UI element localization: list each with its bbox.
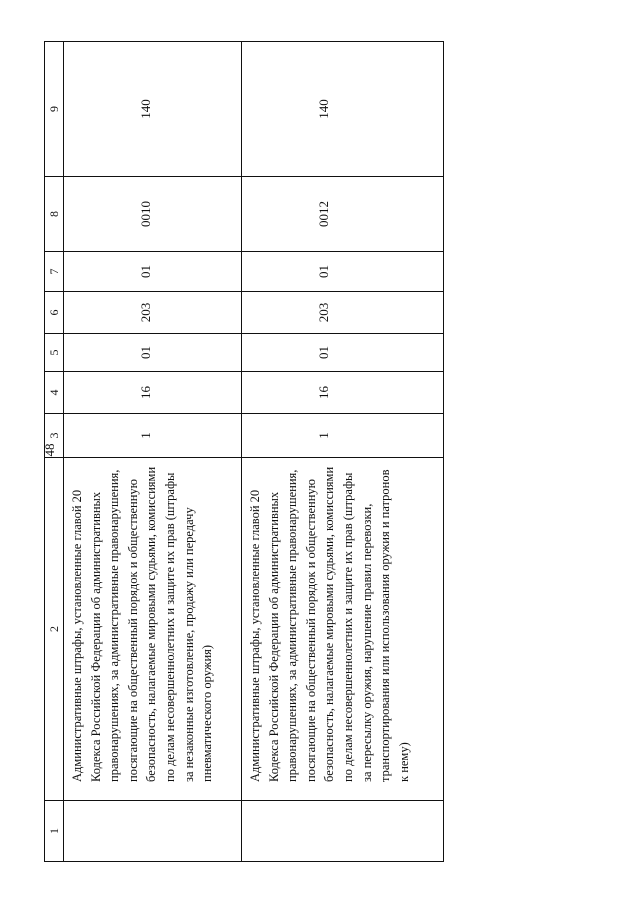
header-cell: 7 bbox=[45, 252, 64, 292]
cell-col9: 140 bbox=[242, 42, 444, 177]
header-cell: 9 bbox=[45, 42, 64, 177]
header-row bbox=[45, 42, 64, 862]
cell-col4: 16 bbox=[242, 372, 444, 414]
header-cell: 5 bbox=[45, 334, 64, 372]
header-cell: 6 bbox=[45, 292, 64, 334]
budget-classification-table bbox=[44, 41, 444, 862]
cell-description: Административные штрафы, установленные главой 20 Кодекса Российской Федерации об административных правонарушениях, за административные правонарушения, посягающие на общественный порядок и общественную безопасность, налагаемые мировыми судьями, комиссиями по делам несовершеннолетних и защите их прав (штрафы за незаконные изготовление, продажу или передачу пневматического оружия) bbox=[64, 458, 242, 801]
cell-col6: 203 bbox=[64, 292, 242, 334]
header-cell: 8 bbox=[45, 177, 64, 252]
cell-col3: 1 bbox=[64, 414, 242, 458]
cell-col5: 01 bbox=[242, 334, 444, 372]
header-cell: 1 bbox=[45, 801, 64, 862]
cell-col1 bbox=[242, 801, 444, 862]
table-row bbox=[64, 42, 242, 862]
header-cell: 3 bbox=[45, 414, 64, 458]
cell-col3: 1 bbox=[242, 414, 444, 458]
rotated-table-wrapper bbox=[44, 42, 442, 862]
header-cell: 4 bbox=[45, 372, 64, 414]
cell-col5: 01 bbox=[64, 334, 242, 372]
page-number: 48 bbox=[42, 443, 57, 457]
cell-col9: 140 bbox=[64, 42, 242, 177]
cell-col8: 0012 bbox=[242, 177, 444, 252]
cell-col6: 203 bbox=[242, 292, 444, 334]
cell-description: Административные штрафы, установленные главой 20 Кодекса Российской Федерации об административных правонарушениях, за административные правонарушения, посягающие на общественный порядок и общественную безопасность, налагаемые мировыми судьями, комиссиями по делам несовершеннолетних и защите их прав (штрафы за пересылку оружия, нарушение правил перевозки, транспортирования или использования оружия и патронов к нему) bbox=[242, 458, 444, 801]
cell-col8: 0010 bbox=[64, 177, 242, 252]
cell-col7: 01 bbox=[64, 252, 242, 292]
table-row bbox=[242, 42, 444, 862]
cell-col7: 01 bbox=[242, 252, 444, 292]
header-cell: 2 bbox=[45, 458, 64, 801]
cell-col1 bbox=[64, 801, 242, 862]
cell-col4: 16 bbox=[64, 372, 242, 414]
